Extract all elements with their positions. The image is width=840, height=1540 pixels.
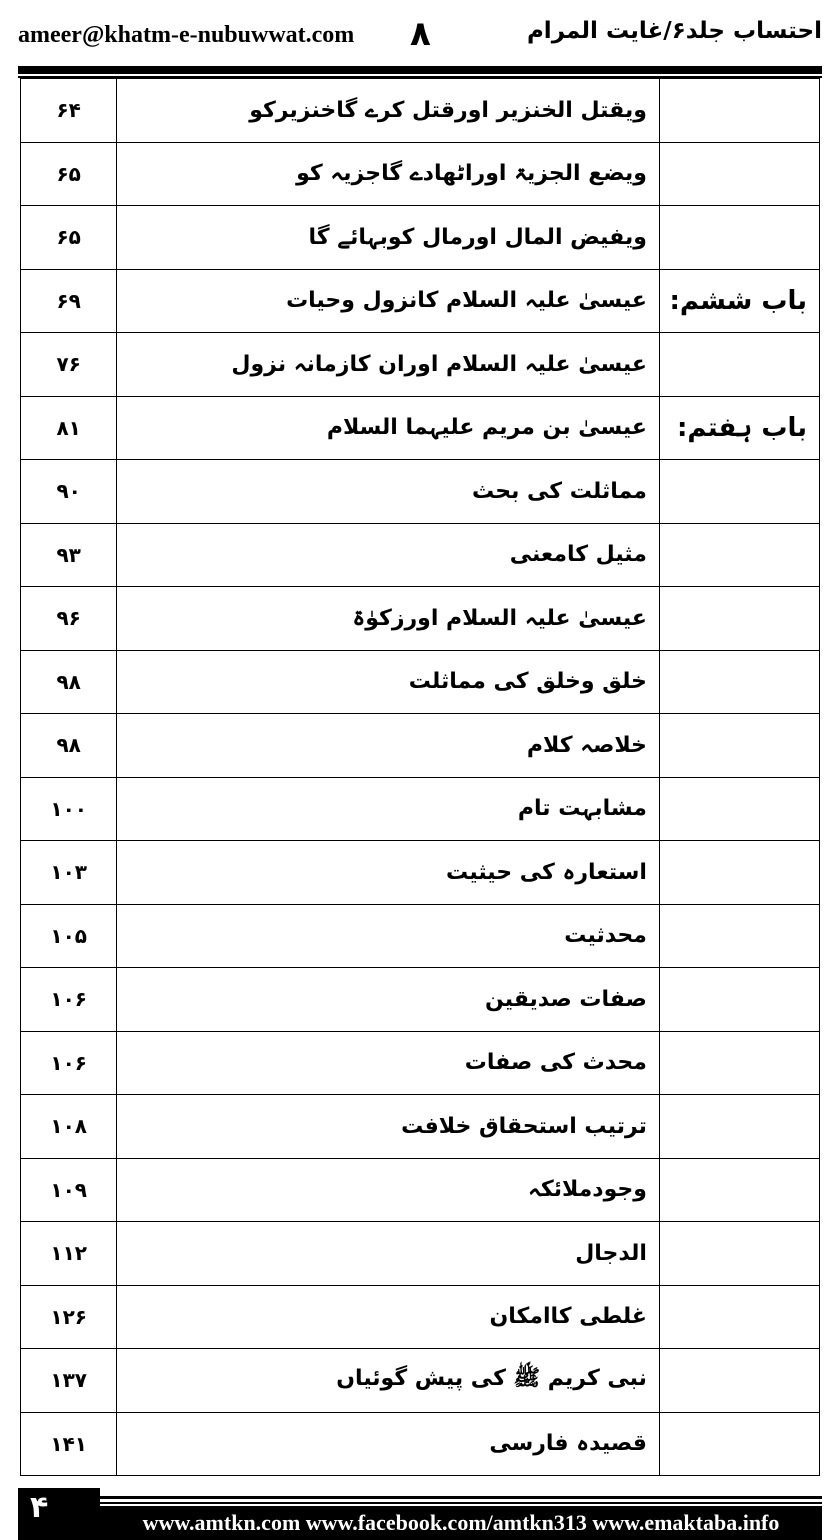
toc-title: عیسیٰ علیہ السلام اورزکوٰۃ	[117, 587, 660, 651]
toc-title: محدثیت	[117, 904, 660, 968]
header-email: ameer@khatm-e-nubuwwat.com	[18, 22, 355, 48]
header-rule-thick	[18, 66, 822, 74]
toc-chapter	[659, 587, 819, 651]
toc-page-number: ۶۴	[21, 79, 117, 143]
toc-row	[21, 777, 820, 841]
footer-rule	[100, 1502, 822, 1504]
toc-row	[21, 142, 820, 206]
toc-row	[21, 1349, 820, 1413]
toc-page-number: ۷۶	[21, 333, 117, 397]
toc-body	[21, 79, 820, 1476]
footer-rule	[100, 1496, 822, 1499]
toc-row	[21, 650, 820, 714]
toc-row	[21, 460, 820, 524]
toc-page-number: ۱۰۳	[21, 841, 117, 905]
toc-chapter	[659, 460, 819, 524]
toc-row	[21, 968, 820, 1032]
toc-title: نبی کریم ﷺ کی پیش گوئیاں	[117, 1349, 660, 1413]
toc-row	[21, 396, 820, 460]
toc-title: خلاصہ کلام	[117, 714, 660, 778]
toc-chapter	[659, 714, 819, 778]
toc-row	[21, 841, 820, 905]
toc-title: عیسیٰ بن مریم علیہما السلام	[117, 396, 660, 460]
toc-row	[21, 523, 820, 587]
footer-links: www.amtkn.com www.facebook.com/amtkn313 www.emaktaba.info	[100, 1506, 822, 1540]
toc-page-number: ۶۵	[21, 142, 117, 206]
toc-row	[21, 714, 820, 778]
toc-page-number: ۱۰۶	[21, 1031, 117, 1095]
toc-page-number: ۱۰۵	[21, 904, 117, 968]
toc-title: الدجال	[117, 1222, 660, 1286]
toc-chapter	[659, 79, 819, 143]
toc-chapter	[659, 333, 819, 397]
toc-chapter	[659, 142, 819, 206]
toc-page-number: ۱۳۷	[21, 1349, 117, 1413]
toc-title: مثیل کامعنی	[117, 523, 660, 587]
toc-title: ویفیض المال اورمال کوبہائے گا	[117, 206, 660, 270]
toc-chapter	[659, 1285, 819, 1349]
toc-page-number: ۱۴۱	[21, 1412, 117, 1476]
toc-title: خلق وخلق کی مماثلت	[117, 650, 660, 714]
toc-page-number: ۱۰۸	[21, 1095, 117, 1159]
toc-page-number: ۱۱۲	[21, 1222, 117, 1286]
toc-page-number: ۶۵	[21, 206, 117, 270]
toc-title: ویقتل الخنزیر اورقتل کرے گاخنزیرکو	[117, 79, 660, 143]
header-page-number: ۸	[410, 14, 431, 54]
toc-page-number: ۱۰۰	[21, 777, 117, 841]
toc-chapter	[659, 1095, 819, 1159]
toc-row	[21, 1095, 820, 1159]
toc-chapter	[659, 1031, 819, 1095]
page-header	[18, 0, 822, 68]
toc-title: ویضع الجزیۃ اوراٹھادے گاجزیہ کو	[117, 142, 660, 206]
toc-page-number: ۹۰	[21, 460, 117, 524]
toc-title: صفات صدیقین	[117, 968, 660, 1032]
toc-chapter	[659, 1158, 819, 1222]
toc-row	[21, 269, 820, 333]
toc-chapter	[659, 904, 819, 968]
table-of-contents	[20, 78, 820, 1476]
footer-page-box: ۴	[18, 1488, 100, 1540]
toc-row	[21, 333, 820, 397]
toc-title: غلطی کاامکان	[117, 1285, 660, 1349]
toc-chapter: باب ششم:	[659, 269, 819, 333]
toc-chapter	[659, 1349, 819, 1413]
toc-chapter	[659, 206, 819, 270]
toc-page-number: ۶۹	[21, 269, 117, 333]
toc-chapter	[659, 1412, 819, 1476]
toc-chapter: باب ہفتم:	[659, 396, 819, 460]
toc-row	[21, 904, 820, 968]
toc-title: محدث کی صفات	[117, 1031, 660, 1095]
toc-page-number: ۹۳	[21, 523, 117, 587]
toc-chapter	[659, 968, 819, 1032]
toc-row	[21, 1222, 820, 1286]
toc-title: قصیدہ فارسی	[117, 1412, 660, 1476]
toc-page-number: ۱۲۶	[21, 1285, 117, 1349]
toc-title: عیسیٰ علیہ السلام اوران کازمانہ نزول	[117, 333, 660, 397]
toc-row	[21, 587, 820, 651]
toc-title: عیسیٰ علیہ السلام کانزول وحیات	[117, 269, 660, 333]
toc-row	[21, 79, 820, 143]
toc-row	[21, 1031, 820, 1095]
toc-chapter	[659, 523, 819, 587]
toc-row	[21, 206, 820, 270]
header-title: احتساب جلد۶/غایت المرام	[526, 18, 822, 44]
toc-chapter	[659, 777, 819, 841]
toc-title: ترتیب استحقاق خلافت	[117, 1095, 660, 1159]
toc-title: وجودملائکہ	[117, 1158, 660, 1222]
toc-title: مماثلت کی بحث	[117, 460, 660, 524]
toc-page-number: ۹۸	[21, 650, 117, 714]
toc-row	[21, 1158, 820, 1222]
toc-row	[21, 1412, 820, 1476]
toc-chapter	[659, 841, 819, 905]
toc-chapter	[659, 650, 819, 714]
toc-chapter	[659, 1222, 819, 1286]
toc-page-number: ۱۰۶	[21, 968, 117, 1032]
toc-title: استعارہ کی حیثیت	[117, 841, 660, 905]
toc-page-number: ۱۰۹	[21, 1158, 117, 1222]
toc-page-number: ۸۱	[21, 396, 117, 460]
toc-page-number: ۹۸	[21, 714, 117, 778]
toc-title: مشابہت تام	[117, 777, 660, 841]
toc-page-number: ۹۶	[21, 587, 117, 651]
toc-row	[21, 1285, 820, 1349]
